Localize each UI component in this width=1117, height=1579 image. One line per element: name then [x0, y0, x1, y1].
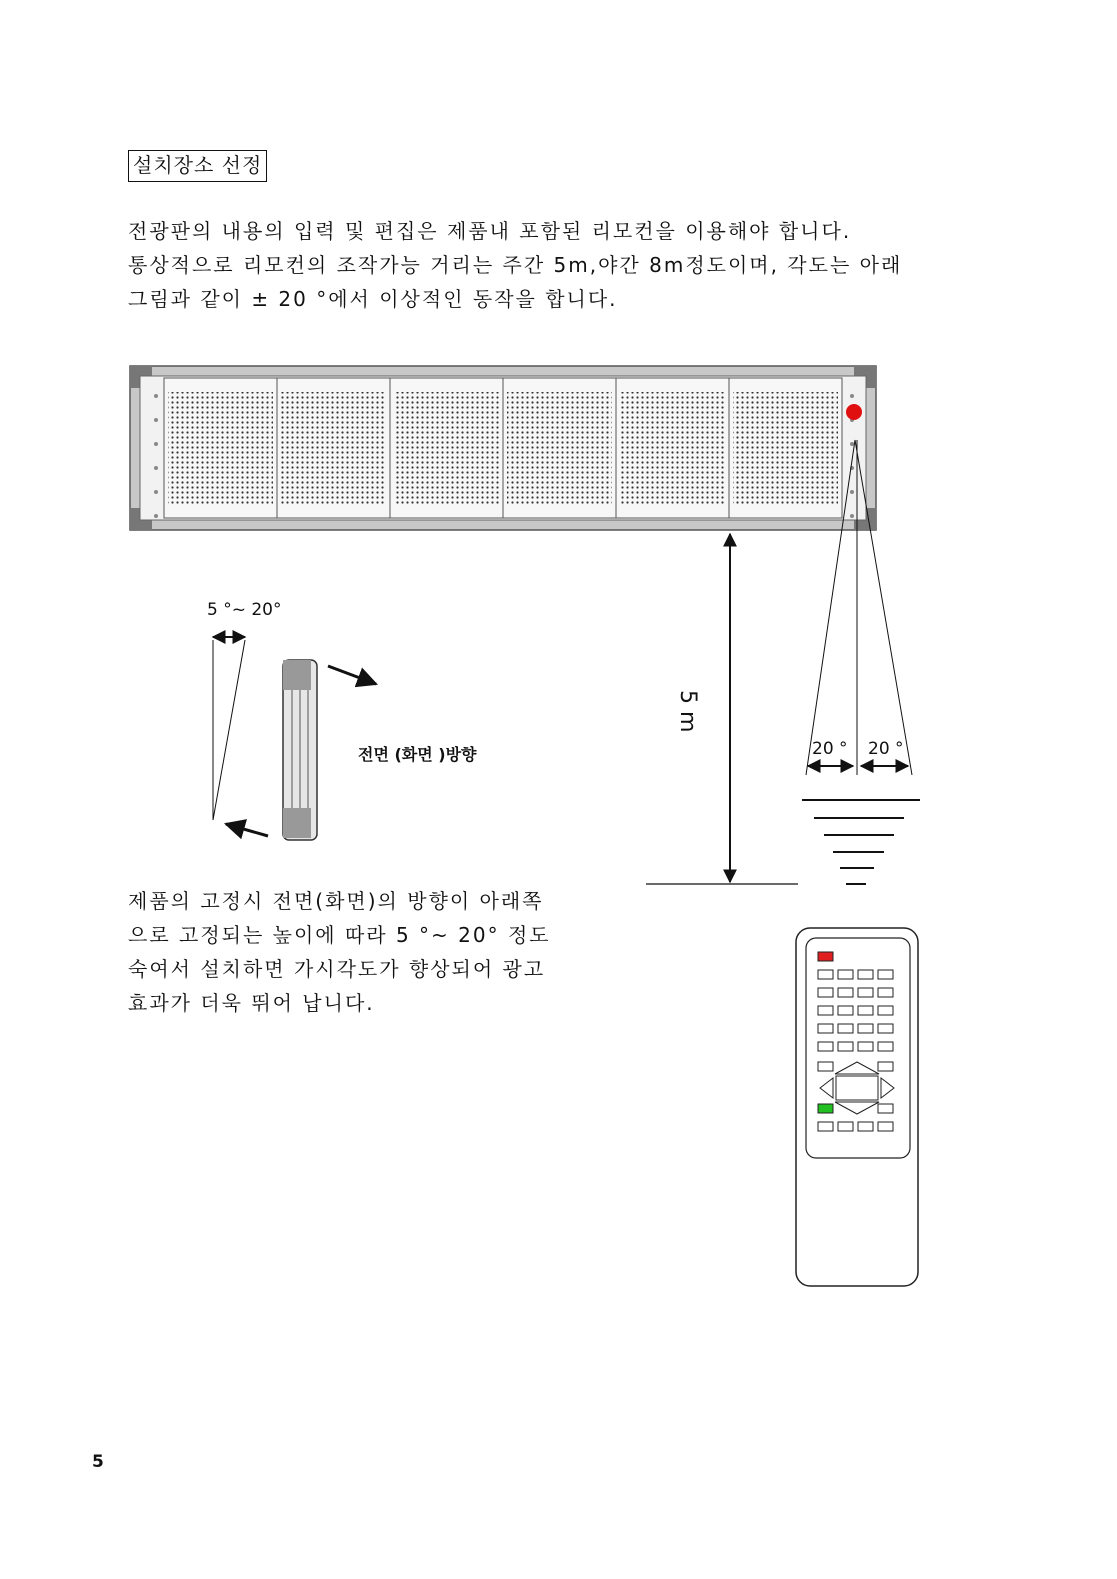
led-dot-matrix	[394, 392, 499, 504]
remote-key-icon	[818, 1042, 833, 1051]
remote-key-icon	[878, 1104, 893, 1113]
tilt-line: 효과가 더욱 뛰어 납니다.	[128, 991, 375, 1015]
remote-key-icon	[878, 970, 893, 979]
remote-sensor-icon	[846, 404, 862, 420]
tilt-line: 으로 고정되는 높이에 따라 5 °~ 20° 정도	[128, 923, 551, 947]
remote-key-icon	[878, 1024, 893, 1033]
remote-key-icon	[818, 1122, 833, 1131]
led-dot-matrix	[281, 392, 386, 504]
remote-key-icon	[818, 970, 833, 979]
led-dot-matrix	[168, 392, 273, 504]
remote-key-icon	[858, 1042, 873, 1051]
remote-control-icon	[796, 928, 918, 1286]
intro-line: 전광판의 내용의 입력 및 편집은 제품내 포함된 리모컨을 이용해야 합니다.	[128, 219, 852, 243]
remote-key-icon	[878, 1122, 893, 1131]
tilt-line: 숙여서 설치하면 가시각도가 향상되어 광고	[128, 957, 546, 981]
height-dimension	[646, 534, 798, 884]
intro-line: 그림과 같이 ± 20 °에서 이상적인 동작을 합니다.	[128, 287, 618, 311]
led-dot-matrix	[733, 392, 838, 504]
front-direction-label: 전면 (화면 )방향	[358, 745, 477, 764]
remote-key-icon	[878, 1042, 893, 1051]
remote-key-icon	[878, 1006, 893, 1015]
angle-right-label: 20 °	[868, 739, 904, 759]
height-label: 5 m	[675, 690, 700, 733]
remote-key-icon	[818, 1062, 833, 1071]
enter-button-icon	[818, 1104, 833, 1113]
remote-key-icon	[838, 1042, 853, 1051]
led-dot-matrix	[507, 392, 612, 504]
remote-key-icon	[858, 1006, 873, 1015]
intro-line: 통상적으로 리모컨의 조작가능 거리는 주간 5m,야간 8m정도이며, 각도는 아래	[128, 253, 903, 277]
remote-key-icon	[858, 1122, 873, 1131]
remote-key-icon	[818, 1006, 833, 1015]
tilt-line: 제품의 고정시 전면(화면)의 방향이 아래쪽	[128, 889, 544, 913]
remote-key-icon	[838, 1006, 853, 1015]
remote-key-icon	[818, 1024, 833, 1033]
led-display-board	[130, 366, 876, 530]
remote-key-icon	[838, 988, 853, 997]
remote-key-icon	[878, 1062, 893, 1071]
side-view-diagram	[207, 600, 477, 840]
led-dot-matrix	[620, 392, 725, 504]
ground-symbol	[802, 800, 920, 884]
remote-key-icon	[818, 988, 833, 997]
remote-key-icon	[838, 970, 853, 979]
remote-key-icon	[878, 988, 893, 997]
section-heading: 설치장소 선정	[128, 150, 267, 182]
remote-key-icon	[858, 970, 873, 979]
remote-key-icon	[858, 1024, 873, 1033]
remote-key-icon	[838, 1024, 853, 1033]
led-modules	[164, 378, 842, 518]
power-button-icon	[818, 952, 833, 961]
remote-key-icon	[858, 988, 873, 997]
angle-left-label: 20 °	[812, 739, 848, 759]
tilt-angle-label: 5 °~ 20°	[207, 600, 282, 620]
page-number: 5	[92, 1452, 104, 1472]
remote-key-icon	[838, 1122, 853, 1131]
